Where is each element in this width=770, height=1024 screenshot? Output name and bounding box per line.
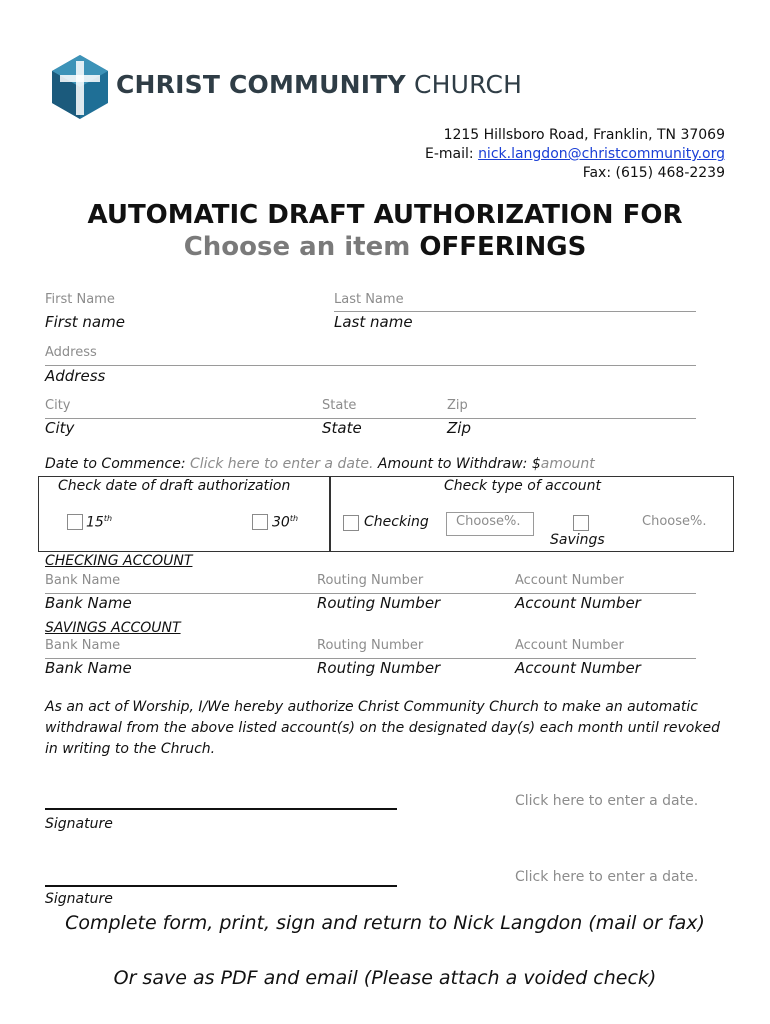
signature-label-1: Signature <box>45 816 113 832</box>
last-name-field[interactable]: Last name <box>334 313 413 331</box>
state-field[interactable]: State <box>322 419 362 437</box>
checking-bank-field[interactable]: Bank Name <box>45 594 132 612</box>
day-15-number: 15 <box>86 514 104 531</box>
signature-line-1[interactable] <box>45 808 397 810</box>
form-title: AUTOMATIC DRAFT AUTHORIZATION FOR <box>87 200 683 230</box>
email-label: E-mail: <box>424 146 474 162</box>
savings-routing-field[interactable]: Routing Number <box>317 659 441 677</box>
amount-input[interactable]: amount <box>540 456 595 472</box>
savings-account-header: SAVINGS ACCOUNT <box>45 620 181 636</box>
savings-bank-field[interactable]: Bank Name <box>45 659 132 677</box>
savings-type-label: Savings <box>550 532 605 548</box>
savings-checkbox[interactable] <box>573 515 589 531</box>
logo-name-light: CHURCH <box>413 70 523 99</box>
checking-account-label: Account Number <box>515 573 624 588</box>
account-type-header: Check type of account <box>444 478 601 494</box>
date-commence-label: Date to Commence: <box>45 456 186 472</box>
signature-date-1[interactable]: Click here to enter a date. <box>515 793 699 809</box>
savings-bank-label: Bank Name <box>45 638 121 653</box>
city-label: City <box>45 398 71 413</box>
checking-choose-dropdown[interactable]: Choose%. <box>456 514 521 529</box>
checking-routing-field[interactable]: Routing Number <box>317 594 441 612</box>
footer-instructions: Complete form, print, sign and return to Nick Langdon (mail or fax) <box>65 912 705 934</box>
checking-checkbox[interactable] <box>343 515 359 531</box>
state-label: State <box>322 398 357 413</box>
city-field[interactable]: City <box>45 419 75 437</box>
last-name-label: Last Name <box>334 292 404 307</box>
email-link[interactable]: nick.langdon@christcommunity.org <box>478 146 725 162</box>
form-title-line2 <box>0 232 770 262</box>
church-logo-text <box>116 70 522 99</box>
church-email-line <box>425 146 725 162</box>
zip-field[interactable]: Zip <box>447 419 471 437</box>
authorization-text: As an act of Worship, I/We hereby authorize Christ Community Church to make an automatic withdrawal from the above listed account(s) on the designated day(s) each month until revoked in writing to the Chruch. <box>45 699 720 757</box>
checking-account-field[interactable]: Account Number <box>515 594 641 612</box>
day-30-number: 30 <box>272 514 290 531</box>
signature-date-2[interactable]: Click here to enter a date. <box>515 869 699 885</box>
savings-account-label: Account Number <box>515 638 624 653</box>
date-commence-picker[interactable]: Click here to enter a date. <box>190 456 374 472</box>
day-30-checkbox[interactable] <box>252 514 268 530</box>
currency-symbol: $ <box>531 456 541 472</box>
commence-line <box>45 456 595 472</box>
savings-routing-label: Routing Number <box>317 638 424 653</box>
city-divider <box>45 418 696 419</box>
day-30-label <box>272 514 298 531</box>
first-name-field[interactable]: First name <box>45 313 125 331</box>
form-title-suffix: OFFERINGS <box>419 232 587 262</box>
savings-choose-dropdown[interactable]: Choose%. <box>642 514 707 529</box>
address-label: Address <box>45 345 97 360</box>
church-address: 1215 Hillsboro Road, Franklin, TN 37069 <box>443 127 725 143</box>
offering-type-dropdown[interactable]: Choose an item <box>183 232 411 262</box>
checking-bank-label: Bank Name <box>45 573 121 588</box>
day-30-suffix: th <box>289 514 299 523</box>
checking-account-header: CHECKING ACCOUNT <box>45 553 193 569</box>
amount-label: Amount to Withdraw: <box>377 456 528 472</box>
address-field[interactable]: Address <box>45 367 106 385</box>
day-15-checkbox[interactable] <box>67 514 83 530</box>
checking-routing-label: Routing Number <box>317 573 424 588</box>
footer-pdf-instructions: Or save as PDF and email (Please attach a voided check) <box>113 967 657 989</box>
zip-label: Zip <box>447 398 468 413</box>
signature-label-2: Signature <box>45 891 113 907</box>
church-fax: Fax: (615) 468-2239 <box>582 165 725 181</box>
draft-date-header: Check date of draft authorization <box>58 478 291 494</box>
first-name-label: First Name <box>45 292 115 307</box>
checking-type-label: Checking <box>364 514 429 530</box>
day-15-suffix: th <box>103 514 113 523</box>
name-divider <box>334 311 696 312</box>
savings-account-field[interactable]: Account Number <box>515 659 641 677</box>
logo-name-bold: CHRIST COMMUNITY <box>116 70 406 99</box>
day-15-label <box>86 514 112 531</box>
signature-line-2[interactable] <box>45 885 397 887</box>
church-logo-cube-icon <box>52 55 108 119</box>
address-divider <box>45 365 696 366</box>
